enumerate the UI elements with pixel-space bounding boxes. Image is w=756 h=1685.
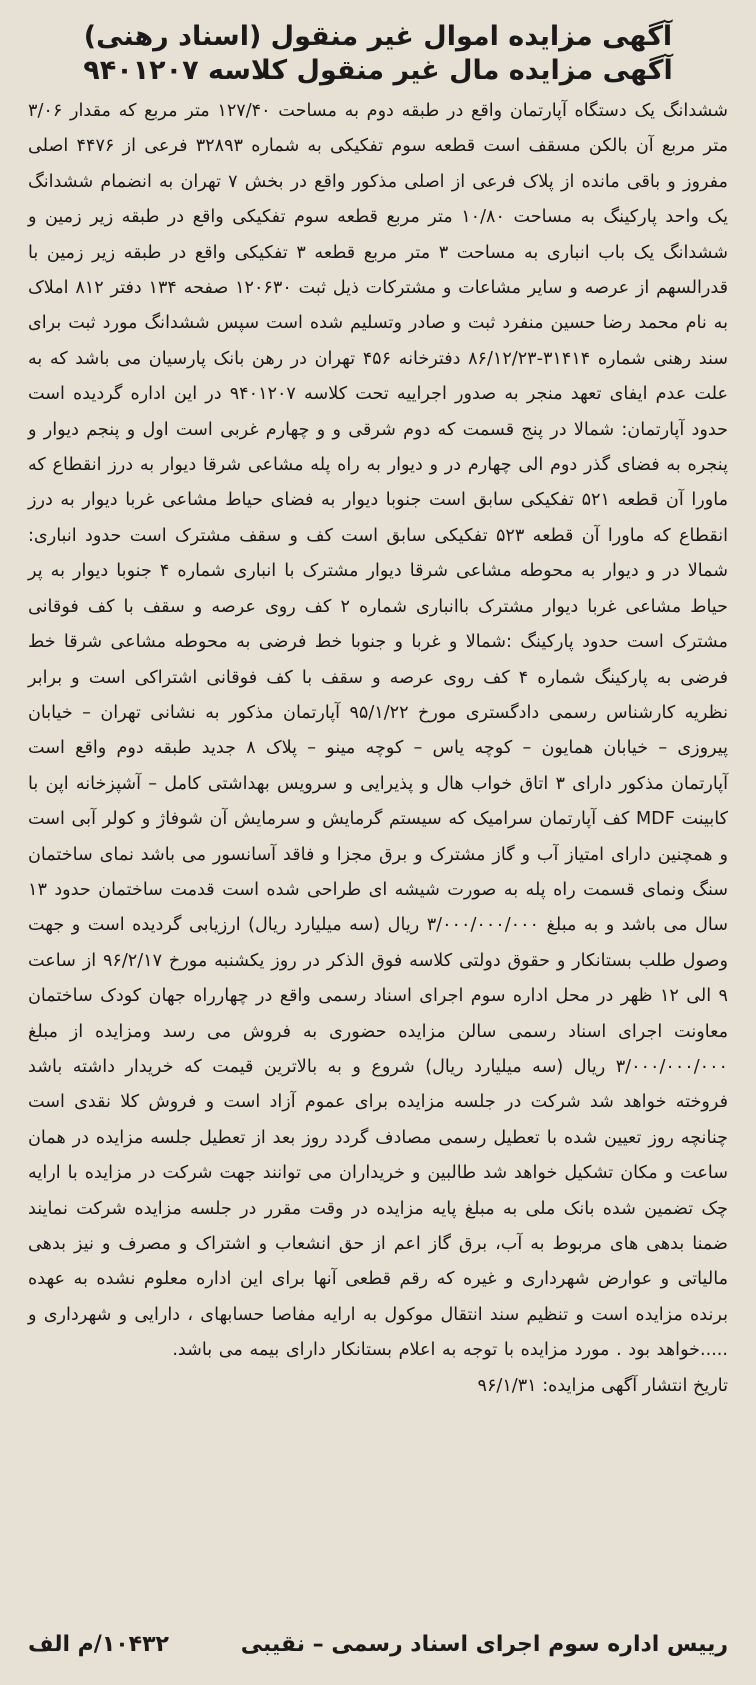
footer-signature: رییس اداره سوم اجرای اسناد رسمی – نقیبی bbox=[240, 1632, 728, 1657]
footer-code: ۱۰۴۳۲/م الف bbox=[28, 1632, 169, 1657]
notice-body: ششدانگ یک دستگاه آپارتمان واقع در طبقه دوم به مساحت ۱۲۷/۴۰ متر مربع که مقدار ۳/۰۶ متر مربع آن بالکن مسقف است قطعه سوم تفکیکی به شماره ۳۲۸۹۳ فرعی از ۴۴۷۶ اصلی مفروز و باقی مانده از پلاک فرعی از اصلی مذکور واقع در بخش ۷ تهران به انضمام ششدانگ یک واحد پارکینگ به مساحت ۱۰/۸۰ متر مربع قطعه سوم تفکیکی واقع در طبقه زیر زمین و ششدانگ یک باب انباری به مساحت ۳ متر مربع قطعه ۳ تفکیکی واقع در طبقه زیر زمین با قدرالسهم از عرصه و سایر مشاعات و مشترکات ذیل ثبت ۱۲۰۶۳۰ صفحه ۱۳۴ دفتر ۸۱۲ املاک به نام محمد رضا حسین منفرد ثبت و صادر وتسلیم شده است سپس ششدانگ مورد ثبت برای سند رهنی شماره ۳۱۴۱۴-۸۶/۱۲/۲۳ دفترخانه ۴۵۶ تهران در رهن بانک پارسیان می باشد که به علت عدم ایفای تعهد منجر به صدور اجراییه تحت کلاسه ۹۴۰۱۲۰۷ در این اداره گردیده است حدود آپارتمان: شمالا در پنج قسمت که دوم شرقی و و چهارم غربی است اول و پنجم دیوار و پنجره به فضای گذر دوم الی چهارم در و دیوار به راه پله مشاعی شرقا دیوار به درز انقطاع که ماورا آن قطعه ۵۲۱ تفکیکی سابق است جنوبا دیوار به فضای حیاط مشاعی غربا دیوار به درز انقطاع که ماورا آن قطعه ۵۲۳ تفکیکی سابق است کف و سقف مشترک است حدود انباری: شمالا در و دیوار به محوطه مشاعی شرقا دیوار مشترک با انباری شماره ۴ جنوبا دیوار به پر حیاط مشاعی غربا دیوار مشترک باانباری شماره ۲ کف روی عرصه و سقف با کف فوقانی مشترک است حدود پارکینگ :شمالا و غربا و جنوبا خط فرضی به محوطه مشاعی شرقا خط فرضی به پارکینگ شماره ۴ کف روی عرصه و سقف با کف فوقانی اشتراکی است و برابر نظریه کارشناس رسمی دادگستری مورخ ۹۵/۱/۲۲ آپارتمان مذکور به نشانی تهران – خیابان پیروزی – خیابان همایون – کوچه یاس – کوچه مینو – پلاک ۸ جدید طبقه دوم واقع است آپارتمان مذکور دارای ۳ اتاق خواب هال و پذیرایی و سرویس بهداشتی کامل – آشپزخانه اپن با کابینت MDF کف آپارتمان سرامیک که سیستم گرمایش و سرمایش آن شوفاژ و کولر آبی است و همچنین دارای امتیاز آب و گاز مشترک و برق مجزا و فاقد آسانسور می باشد نمای ساختمان سنگ ونمای قسمت راه پله به صورت شیشه ای طراحی شده است قدمت ساختمان حدود ۱۳ سال می باشد و به مبلغ ۳/۰۰۰/۰۰۰/۰۰۰ ریال (سه میلیارد ریال) ارزیابی گردیده است و جهت وصول طلب بستانکار و حقوق دولتی کلاسه فوق الذکر در روز یکشنبه مورخ ۹۶/۲/۱۷ از ساعت ۹ الی ۱۲ ظهر در محل اداره سوم اجرای اسناد رسمی واقع در چهارراه جهان کودک ساختمان معاونت اجرای اسناد رسمی سالن مزایده حضوری به فروش می رسد ومزایده از مبلغ ۳/۰۰۰/۰۰۰/۰۰۰ ریال (سه میلیارد ریال) شروع و به بالاترین قیمت که خریدار داشته باشد فروخته خواهد شد شرکت در جلسه مزایده برای عموم آزاد است و فروش کلا نقدی است چنانچه روز تعیین شده با تعطیل رسمی مصادف گردد روز بعد از تعطیل جلسه مزایده در همان ساعت و مکان تشکیل خواهد شد طالبین و خریداران می توانند جهت شرکت در مزایده با ارایه چک تضمین شده بانک ملی به مبلغ پایه مزایده در وقت مقرر در جلسه مزایده شرکت نمایند ضمنا بدهی های مربوط به آب، برق گاز اعم از حق انشعاب و اشتراک و مصرف و نیز بدهی مالیاتی و عوارض شهرداری و غیره که رقم قطعی آنها برای این اداره معلوم نشده به عهده برنده مزایده است و تنظیم سند انتقال موکول به ارایه مفاصا حسابهای ، دارایی و شهرداری و .....خواهد بود . مورد مزایده با توجه به اعلام بستانکار دارای بیمه می باشد. bbox=[28, 101, 729, 1361]
publish-date: تاریخ انتشار آگهی مزایده: ۹۶/۱/۳۱ bbox=[477, 1375, 728, 1396]
notice-title: آگهی مزایده اموال غیر منقول (اسناد رهنی) bbox=[83, 21, 673, 52]
notice-footer bbox=[28, 1632, 728, 1657]
notice-subtitle: آگهی مزایده مال غیر منقول کلاسه ۹۴۰۱۲۰۷ bbox=[83, 55, 673, 86]
